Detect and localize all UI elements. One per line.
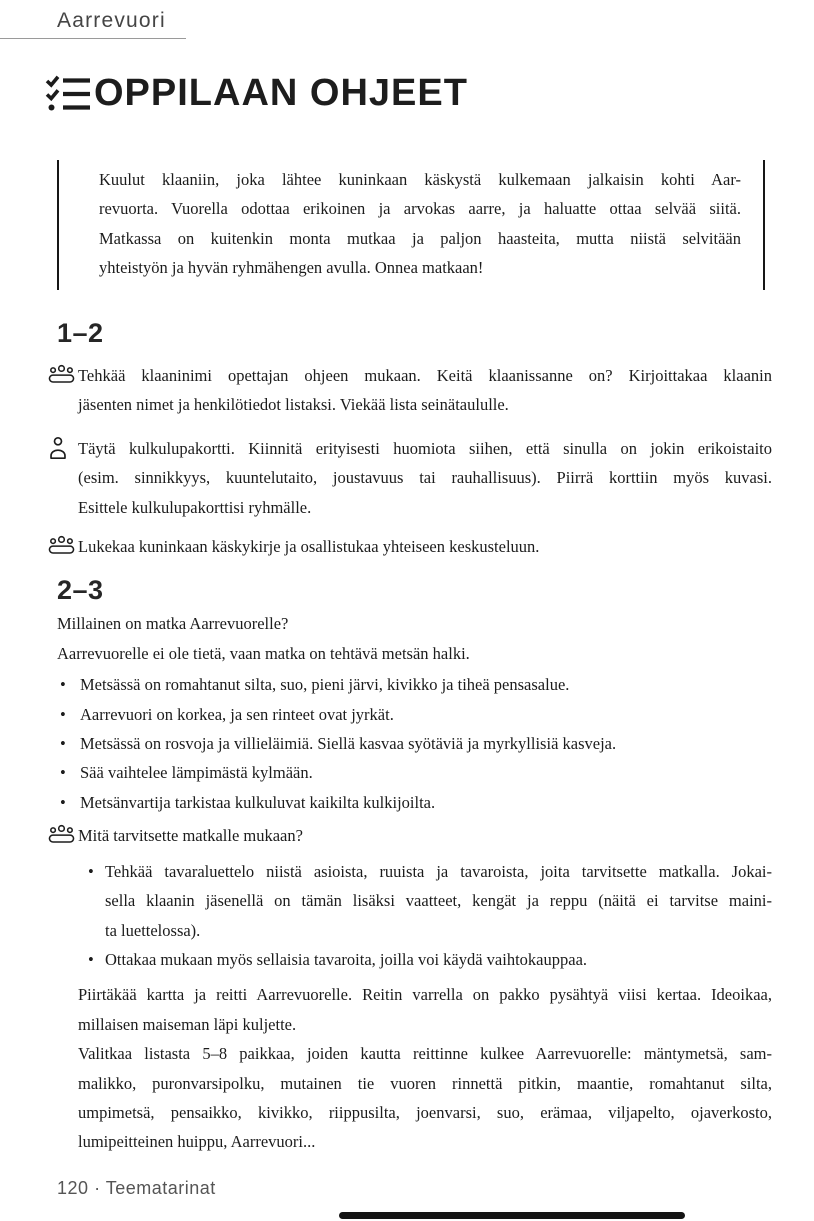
bullet-marker: • xyxy=(60,675,66,695)
instruction-item xyxy=(57,361,772,420)
text-line: Täytä kulkulupakortti. Kiinnitä erityisesti huomiota siihen, että sinulla on jokin erikoistaito xyxy=(78,438,772,458)
groups-icon xyxy=(48,535,75,559)
text-line: Ottakaa mukaan myös sellaisia tavaroita, joilla voi käydä vaihtokauppaa. xyxy=(105,949,588,969)
instruction-item xyxy=(57,434,772,522)
list-item xyxy=(57,857,772,945)
text-line: umpimetsä, pensaikko, kivikko, riippusilta, joenvarsi, suo, erämaa, viljapelto, ojaverkosto, xyxy=(78,1102,772,1122)
person-icon xyxy=(49,436,67,461)
list-item-text: Metsässä on romahtanut silta, suo, pieni järvi, kivikko ja tiheä pensasalue. xyxy=(80,675,570,695)
paragraph xyxy=(57,1039,772,1157)
book-title: Teematarinat xyxy=(105,1178,216,1198)
page-footer xyxy=(57,1178,216,1199)
question-item xyxy=(57,821,772,850)
bullet-marker: • xyxy=(60,734,66,754)
text-line: Esittele kulkulupakorttisi ryhmälle. xyxy=(78,497,312,517)
bullet-marker: • xyxy=(88,949,94,969)
list-item-text: Aarrevuori on korkea, ja sen rinteet ovat jyrkät. xyxy=(80,704,394,724)
section-heading-2-3: 2–3 xyxy=(57,575,104,606)
intro-quote xyxy=(57,160,765,290)
text-line: Millainen on matka Aarrevuorelle? xyxy=(57,614,289,634)
chapter-underline xyxy=(0,38,186,39)
text-line: malikko, puronvarsipolku, mutainen tie vuoren rinnettä pitkin, maantie, romahtanut silta, xyxy=(78,1073,772,1093)
packing-list xyxy=(57,857,772,975)
text-line: jäsenten nimet ja henkilötiedot listaksi. Viekää lista seinätaululle. xyxy=(78,395,509,415)
text-line: ta luettelossa). xyxy=(105,920,201,940)
text-line: Mitä tarvitsette matkalle mukaan? xyxy=(78,826,303,846)
bullet-list xyxy=(57,670,772,817)
bullet-marker: • xyxy=(60,792,66,812)
text-line: Tehkää klaaninimi opettajan ohjeen mukaan. Keitä klaanissanne on? Kirjoittakaa klaanin xyxy=(78,366,772,385)
text-line: millaisen maiseman läpi kuljette. xyxy=(78,1014,297,1034)
footer-separator: · xyxy=(94,1178,101,1198)
text-line: Kuulut klaaniin, joka lähtee kuninkaan käskystä kulkemaan jalkaisin kohti Aar- xyxy=(99,170,741,189)
text-line: Aarrevuorelle ei ole tietä, vaan matka on tehtävä metsän halki. xyxy=(57,643,470,663)
chapter-label: Aarrevuori xyxy=(57,9,166,32)
list-item-text: Metsänvartija tarkistaa kulkuluvat kaikilta kulkijoilta. xyxy=(80,792,436,812)
checklist-icon xyxy=(45,74,91,114)
main-content xyxy=(57,318,772,1157)
page-number: 120 xyxy=(57,1178,89,1198)
list-item-text: Metsässä on rosvoja ja villieläimiä. Siellä kasvaa syötäviä ja myrkyllisiä kasveja. xyxy=(80,734,617,754)
text-line: Lukekaa kuninkaan käskykirje ja osallistukaa yhteiseen keskusteluun. xyxy=(78,537,540,557)
page-title: OPPILAAN OHJEET xyxy=(94,72,468,114)
list-item xyxy=(57,945,772,974)
groups-icon xyxy=(48,824,75,848)
instruction-item xyxy=(57,532,772,561)
paragraph xyxy=(57,980,772,1039)
list-item-text: Sää vaihtelee lämpimästä kylmään. xyxy=(80,763,313,783)
list-item xyxy=(57,729,772,758)
bullet-marker: • xyxy=(60,704,66,724)
text-line: (esim. sinnikkyys, kuuntelutaito, joustavuus tai rauhallisuus). Piirrä korttiin myös kuvasi. xyxy=(78,468,772,488)
bullet-marker: • xyxy=(60,763,66,783)
page-title-row xyxy=(45,72,468,115)
list-item xyxy=(57,670,772,699)
bullet-marker: • xyxy=(88,861,94,881)
text-line: sella klaanin jäsenellä on tämän lisäksi vaatteet, kengät ja reppu (näitä ei tarvitse maini- xyxy=(105,891,772,911)
section-lead xyxy=(57,609,772,668)
text-line: Matkassa on kuitenkin monta mutkaa ja paljon haasteita, mutta niistä selvitään xyxy=(99,228,741,248)
list-item xyxy=(57,758,772,787)
text-line: Tehkää tavaraluettelo niistä asioista, ruuista ja tavaroista, joita tarvitsette matkalla. Jokai- xyxy=(105,861,772,881)
text-line: yhteistyön ja hyvän ryhmähengen avulla. Onnea matkaan! xyxy=(99,258,484,278)
list-item xyxy=(57,700,772,729)
text-line: Valitkaa listasta 5–8 paikkaa, joiden kautta reittinne kulkee Aarrevuorelle: mäntymetsä, sam- xyxy=(78,1044,772,1064)
home-indicator-bar xyxy=(339,1212,685,1219)
text-line: lumipeitteinen huippu, Aarrevuori... xyxy=(78,1132,316,1152)
list-item xyxy=(57,788,772,817)
text-line: Piirtäkää kartta ja reitti Aarrevuorelle. Reitin varrella on pakko pysähtyä viisi kertaa. Ideoikaa, xyxy=(78,985,772,1005)
text-line: revuorta. Vuorella odottaa erikoinen ja arvokas aarre, ja haluatte ottaa selvää siitä. xyxy=(99,199,741,219)
groups-icon xyxy=(48,364,75,388)
section-heading-1-2: 1–2 xyxy=(57,318,104,348)
